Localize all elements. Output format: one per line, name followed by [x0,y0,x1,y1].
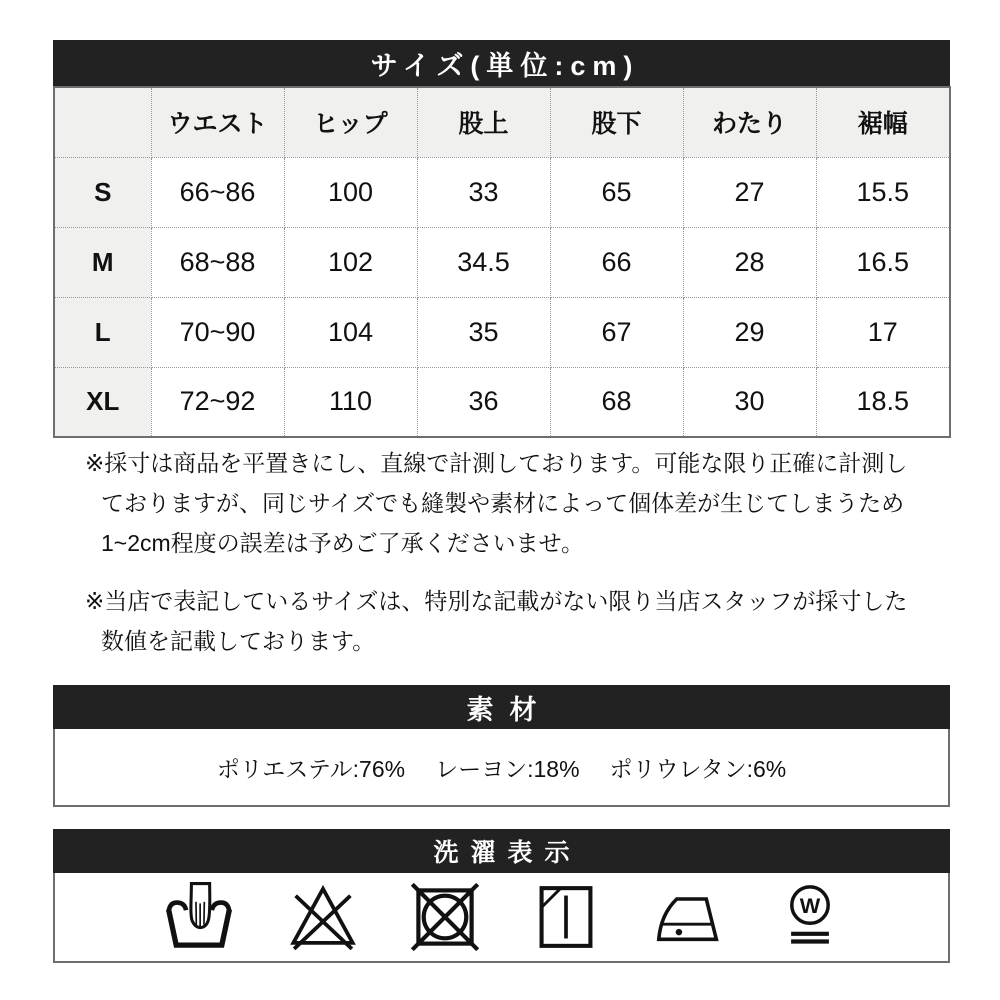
material-item: レーヨン:18% [435,755,580,782]
size-cell: 104 [284,297,417,367]
table-row-m [54,227,950,297]
row-label: M [54,227,151,297]
dry-in-shade-icon [529,879,603,955]
note-line: ておりますが、同じサイズでも縫製や素材によって個体差が生じてしまうため [101,490,905,516]
note-line: ※当店で表記しているサイズは、特別な記載がない限り当店スタッフが採寸した [85,588,908,614]
size-cell: 28 [683,227,816,297]
size-cell: 68~88 [151,227,284,297]
wet-clean-gentle-icon [775,878,845,956]
size-cell: 30 [683,367,816,437]
size-cell: 33 [417,157,550,227]
size-cell: 29 [683,297,816,367]
size-cell: 16.5 [816,227,950,297]
measurement-note [85,443,945,563]
corner-cell [54,87,151,157]
table-row-l [54,297,950,367]
column-header-hem: 裾幅 [816,87,950,157]
sizing-note [85,581,945,661]
size-cell: 66 [550,227,683,297]
size-cell: 17 [816,297,950,367]
laundry-section [53,829,950,963]
size-cell: 67 [550,297,683,367]
size-cell: 70~90 [151,297,284,367]
note-line: ※採寸は商品を平置きにし、直線で計測しております。可能な限り正確に計測し [85,450,908,476]
size-cell: 102 [284,227,417,297]
note-line: 1~2cm程度の誤差は予めご了承くださいませ。 [101,530,584,556]
size-cell: 110 [284,367,417,437]
table-row-s [54,157,950,227]
size-cell: 72~92 [151,367,284,437]
size-table-header-row [54,87,950,157]
size-cell: 100 [284,157,417,227]
row-label: S [54,157,151,227]
note-line: 数値を記載しております。 [101,628,376,654]
row-label: XL [54,367,151,437]
laundry-symbols-row [53,873,950,963]
size-cell: 66~86 [151,157,284,227]
do-not-bleach-icon [285,879,361,955]
size-table-title: サイズ(単位:cm) [53,40,950,86]
hand-wash-icon [159,879,239,955]
size-cell: 36 [417,367,550,437]
column-header-rise: 股上 [417,87,550,157]
size-table [53,86,951,438]
material-section [53,685,950,807]
iron-low-heat-icon [649,881,729,953]
material-title: 素材 [53,685,950,729]
size-cell: 34.5 [417,227,550,297]
column-header-thigh: わたり [683,87,816,157]
size-cell: 35 [417,297,550,367]
column-header-inseam: 股下 [550,87,683,157]
material-composition [53,729,950,807]
size-cell: 65 [550,157,683,227]
svg-text:W: W [799,892,820,918]
laundry-title: 洗濯表示 [53,829,950,873]
row-label: L [54,297,151,367]
material-item: ポリウレタン:6% [609,755,787,782]
size-cell: 68 [550,367,683,437]
material-item: ポリエステル:76% [216,755,406,782]
table-row-xl [54,367,950,437]
column-header-hip: ヒップ [284,87,417,157]
size-cell: 27 [683,157,816,227]
column-header-waist: ウエスト [151,87,284,157]
size-cell: 15.5 [816,157,950,227]
size-section [53,40,950,438]
size-cell: 18.5 [816,367,950,437]
do-not-tumble-dry-icon [407,879,483,955]
